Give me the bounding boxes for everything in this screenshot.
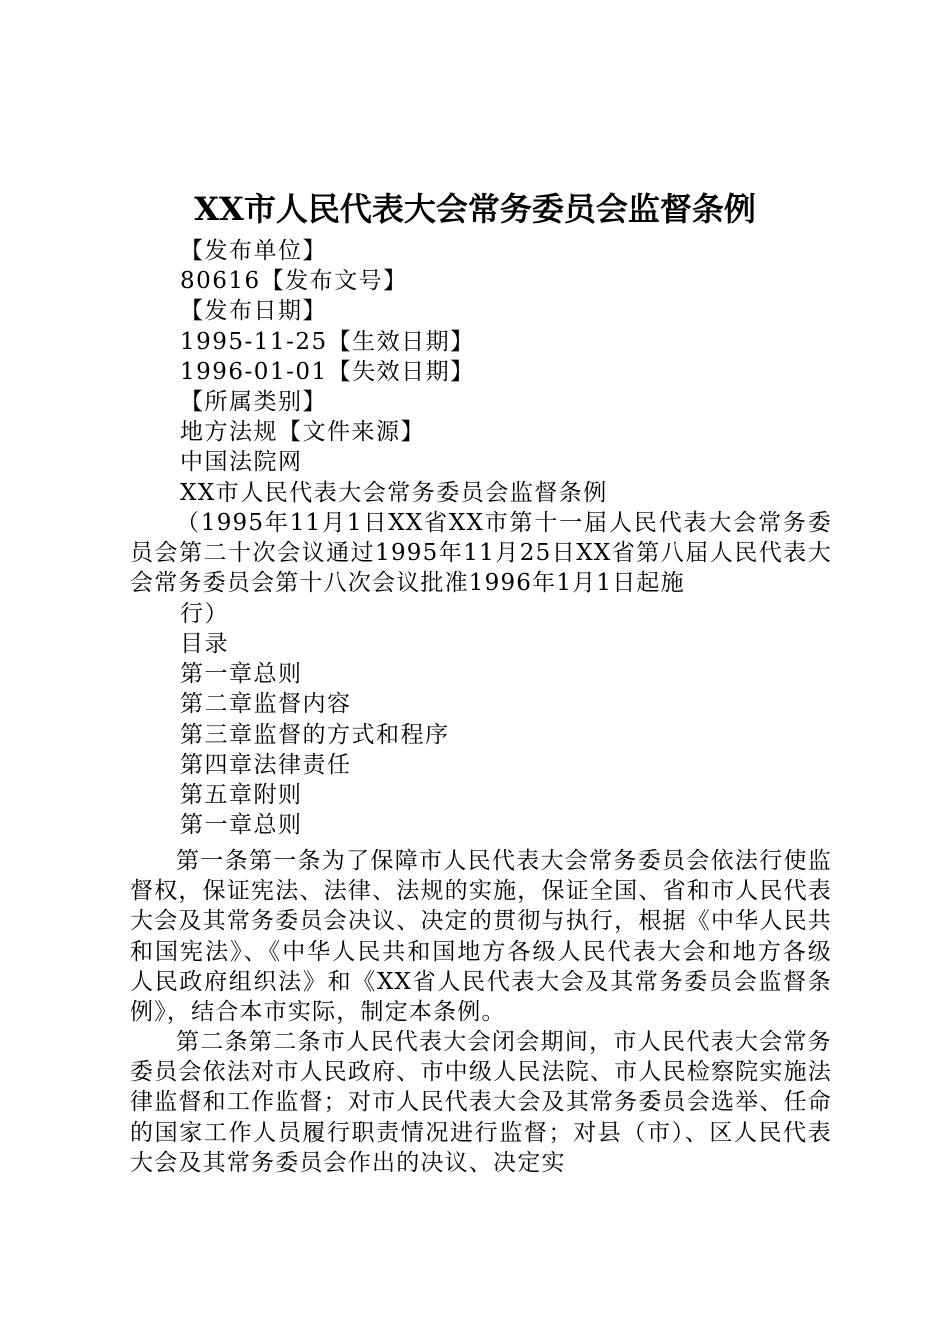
meta-line-expiry-date: 1996-01-01【失效日期】 <box>180 358 475 385</box>
table-of-contents <box>180 629 450 840</box>
meta-line-effective-date: 1995-11-25【生效日期】 <box>180 328 475 355</box>
meta-line-issuer: 【发布单位】 <box>180 238 327 264</box>
chapter-heading: 第一章总则 <box>180 812 303 839</box>
meta-line-issue-date: 【发布日期】 <box>180 298 327 325</box>
toc-item: 第一章总则 <box>180 661 303 688</box>
toc-heading: 目录 <box>180 631 229 657</box>
meta-line-source-value: 中国法院网 <box>180 449 303 476</box>
toc-item: 第二章监督内容 <box>180 691 352 718</box>
meta-line-source: 地方法规【文件来源】 <box>180 419 425 446</box>
article-1: 第一条第一条为了保障市人民代表大会常务委员会依法行使监督权，保证宪法、法律、法规的实施，保证全国、省和市人民代表大会及其常务委员会决议、决定的贯彻与执行，根据《中华人民共和国宪法》、《中华人民共和国地方各级人民代表大会和地方各级人民政府组织法》和《XX省人民代表大会及其常务委员会监督条例》，结合本市实际，制定本条例。 <box>130 848 832 1026</box>
metadata-block <box>180 236 880 508</box>
toc-item: 第三章监督的方式和程序 <box>180 721 450 748</box>
article-2: 第二条第二条市人民代表大会闭会期间，市人民代表大会常务委员会依法对市人民政府、市中级人民法院、市人民检察院实施法律监督和工作监督；对市人民代表大会及其常务委员会选举、任命的国家工作人员履行职责情况进行监督；对县（市）、区人民代表大会及其常务委员会作出的决议、决定实 <box>130 1029 832 1176</box>
meta-line-doc-number: 80616【发布文号】 <box>180 268 408 295</box>
document-title: XX市人民代表大会常务委员会监督条例 <box>194 190 756 228</box>
adoption-note: （1995年11月1日XX省XX市第十一届人民代表大会常务委员会第二十次会议通过1995年11月25日XX省第八届人民代表大会常务委员会第十八次会议批准1996年1月1日起施 <box>130 510 832 597</box>
toc-item: 第五章附则 <box>180 782 303 809</box>
meta-line-subtitle: XX市人民代表大会常务委员会监督条例 <box>180 479 608 506</box>
meta-line-category: 【所属类别】 <box>180 389 327 416</box>
toc-item: 第四章法律责任 <box>180 751 352 778</box>
adoption-note-end: 行） <box>180 601 229 627</box>
